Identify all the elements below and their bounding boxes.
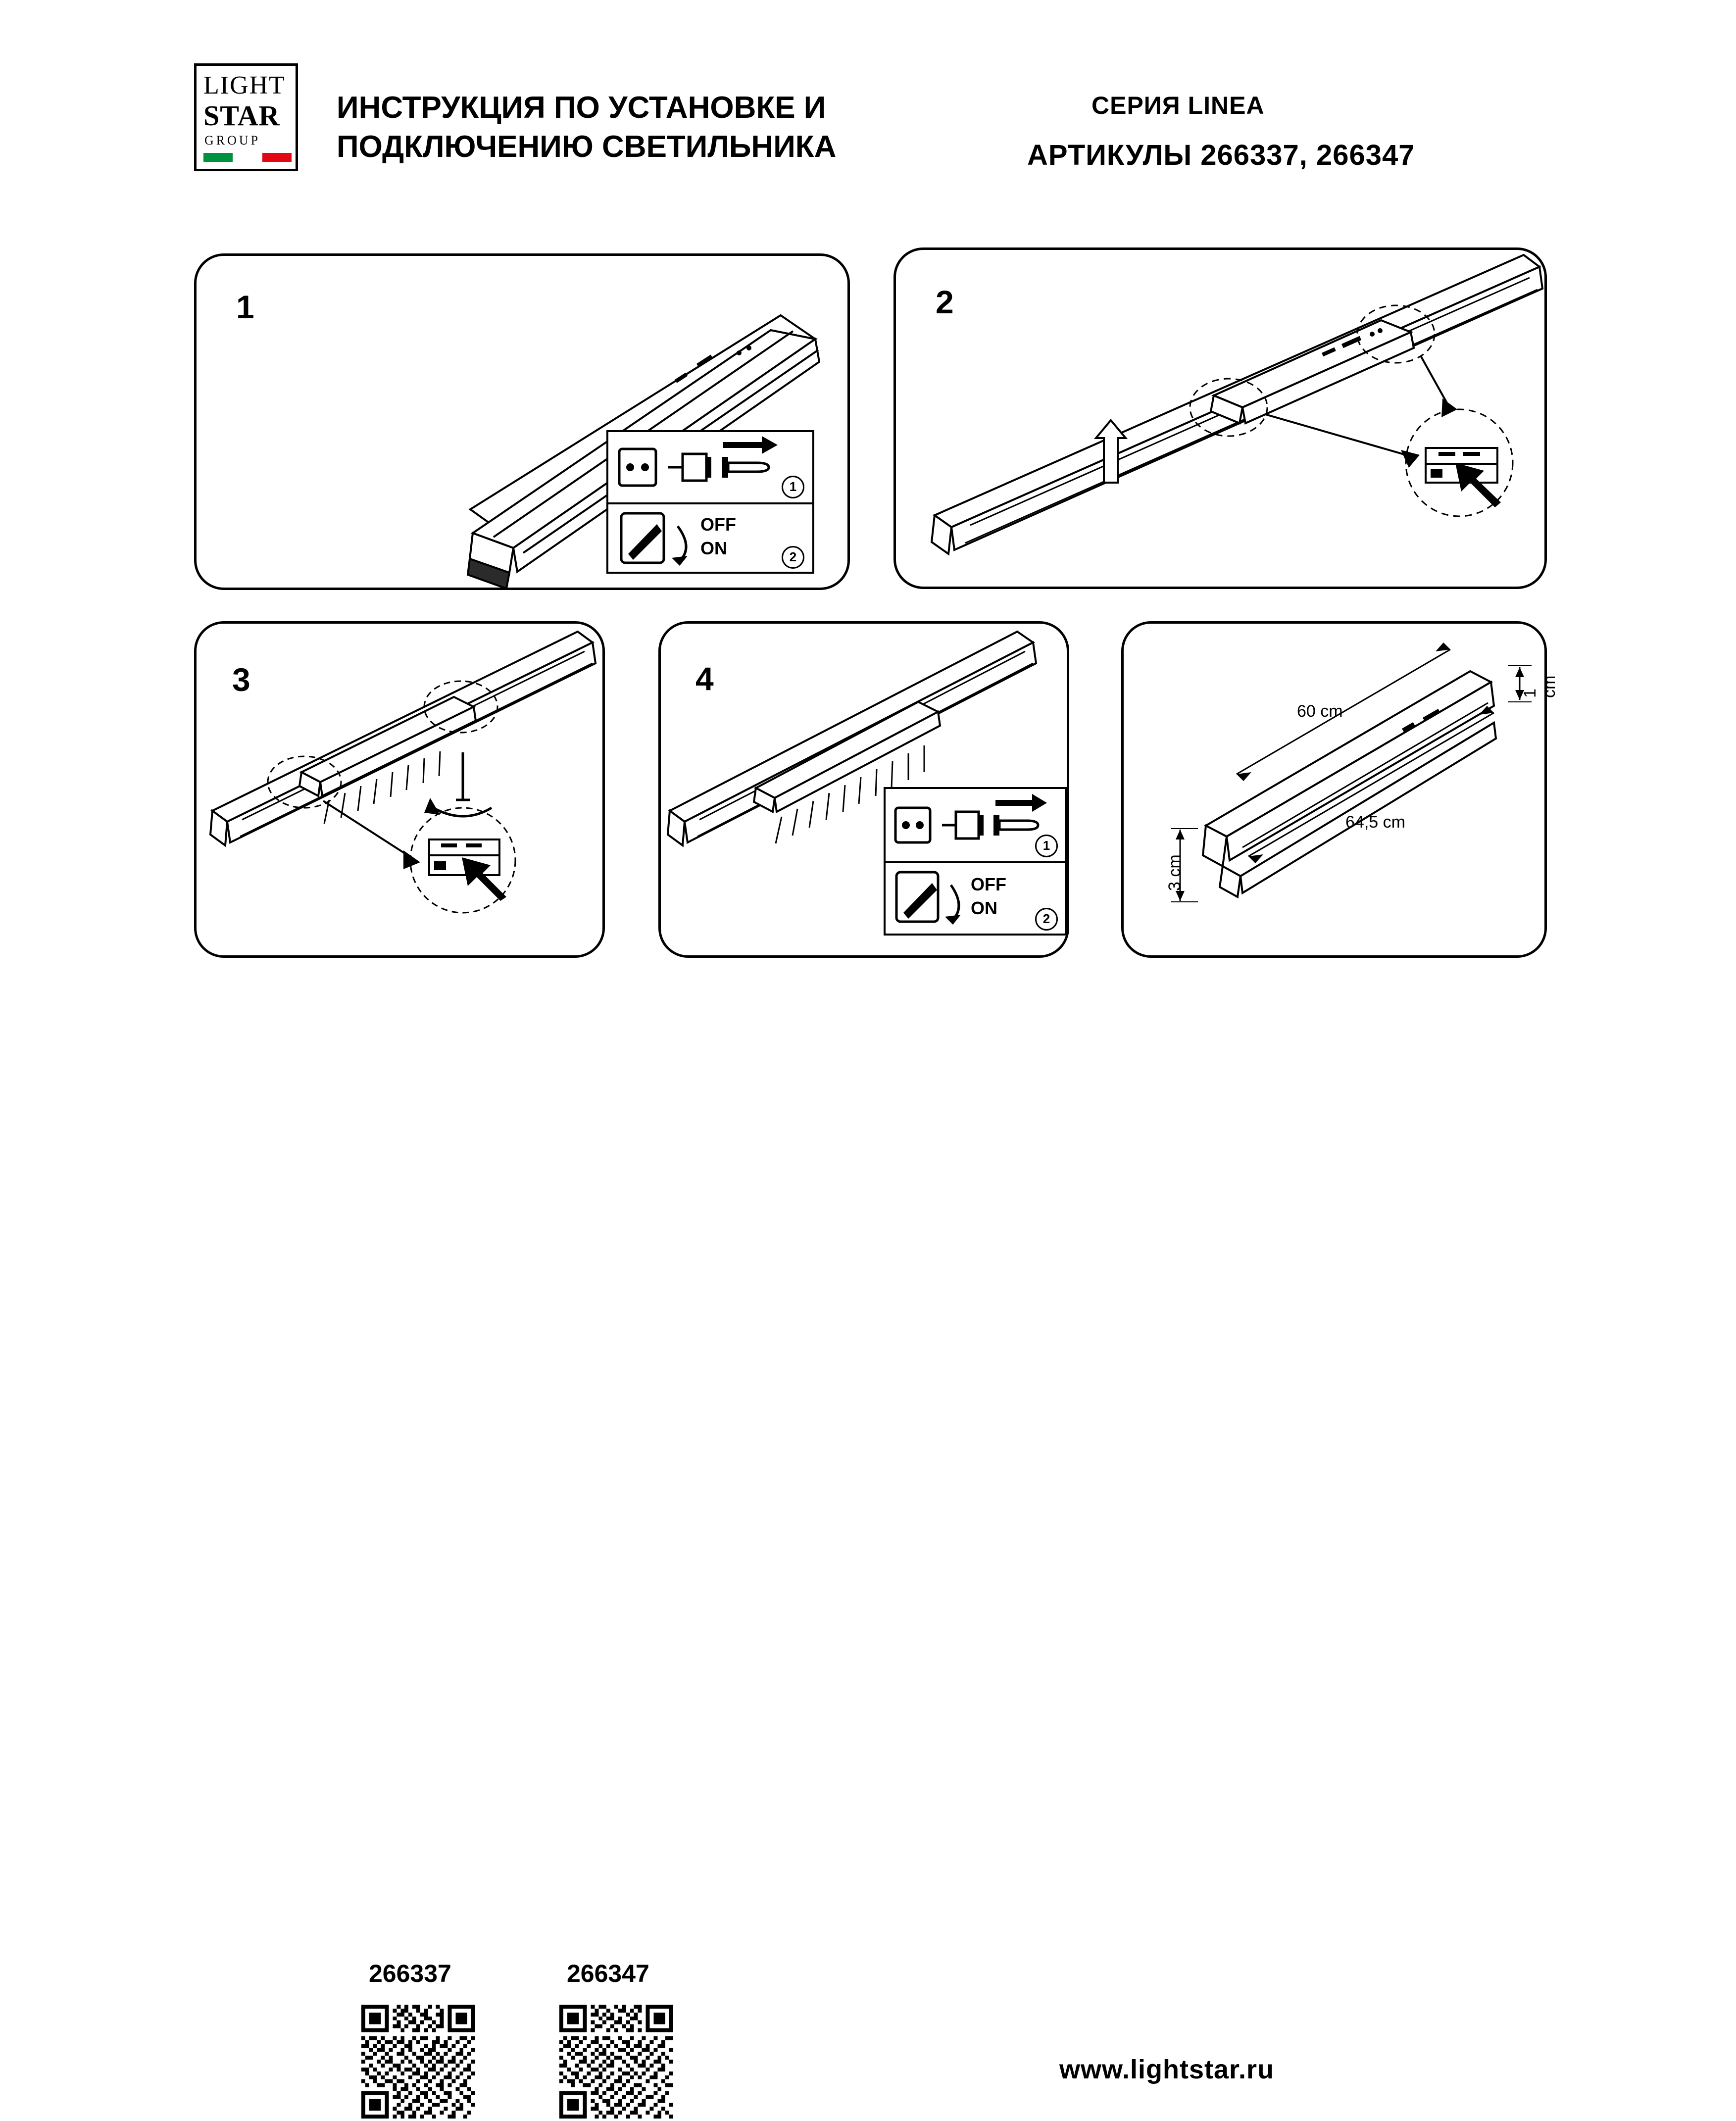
- qr-label-266347: 266347: [567, 1960, 649, 1987]
- step-panel-1: [194, 253, 850, 590]
- qr-code-image: [361, 2005, 475, 2119]
- italian-flag-icon: [203, 153, 292, 162]
- switch-instruction-1: [608, 504, 812, 574]
- step-panel-3: [194, 621, 605, 958]
- page-title-line2: ПОДКЛЮЧЕНИЮ СВЕТИЛЬНИКА: [337, 130, 837, 164]
- switch-instruction-2: [886, 863, 1065, 936]
- plug-instruction-1: [608, 432, 812, 504]
- page-title: [337, 88, 960, 167]
- step-badge-switch-1: 2: [782, 546, 804, 569]
- page-title-line1: ИНСТРУКЦИЯ ПО УСТАНОВКЕ И: [337, 91, 826, 125]
- logo-text-star: STAR: [203, 99, 280, 132]
- brand-logo: [194, 63, 298, 171]
- step-number-3: 3: [232, 661, 250, 698]
- adjust-lock-illustration: [197, 624, 607, 960]
- dimension-height: 1 cm: [1521, 675, 1559, 698]
- step-number-1: 1: [236, 289, 254, 325]
- step-number-4: 4: [695, 660, 714, 697]
- dimension-length-top: 60 cm: [1297, 702, 1343, 721]
- power-instruction-box-1: [606, 430, 814, 574]
- step-badge-switch-2: 2: [1035, 908, 1058, 931]
- website-link[interactable]: www.lightstar.ru: [1059, 2055, 1275, 2084]
- qr-code-image: [559, 2005, 673, 2119]
- qr-266347: [559, 2005, 673, 2119]
- step-panel-2: [893, 247, 1547, 589]
- on-label-1: ON: [700, 538, 727, 558]
- dimensions-panel: [1121, 621, 1559, 958]
- track-mount-illustration: [896, 250, 1549, 592]
- on-label-2: ON: [971, 898, 997, 918]
- off-label-1: OFF: [700, 514, 736, 535]
- qr-266337: [361, 2005, 475, 2119]
- step-number-2: 2: [936, 284, 954, 320]
- dimension-depth: 3 cm: [1165, 854, 1184, 891]
- logo-text-group: GROUP: [204, 133, 261, 148]
- off-label-2: OFF: [971, 874, 1006, 894]
- step-badge-plug-2: 1: [1035, 835, 1058, 857]
- plug-instruction-2: [886, 789, 1065, 863]
- qr-label-266337: 266337: [369, 1960, 451, 1987]
- document-footer: [0, 970, 1736, 2084]
- power-instruction-box-2: [884, 787, 1067, 936]
- dimensions-illustration: [1124, 624, 1549, 960]
- series-label: СЕРИЯ LINEA: [1091, 92, 1265, 119]
- step-panel-4: [658, 621, 1069, 958]
- logo-text-light: LIGHT: [203, 71, 286, 99]
- document-header: [0, 0, 1736, 208]
- dimension-length-bottom: 64,5 cm: [1345, 813, 1405, 832]
- articles-label: АРТИКУЛЫ 266337, 266347: [1027, 139, 1415, 171]
- step-badge-plug-1: 1: [782, 476, 804, 498]
